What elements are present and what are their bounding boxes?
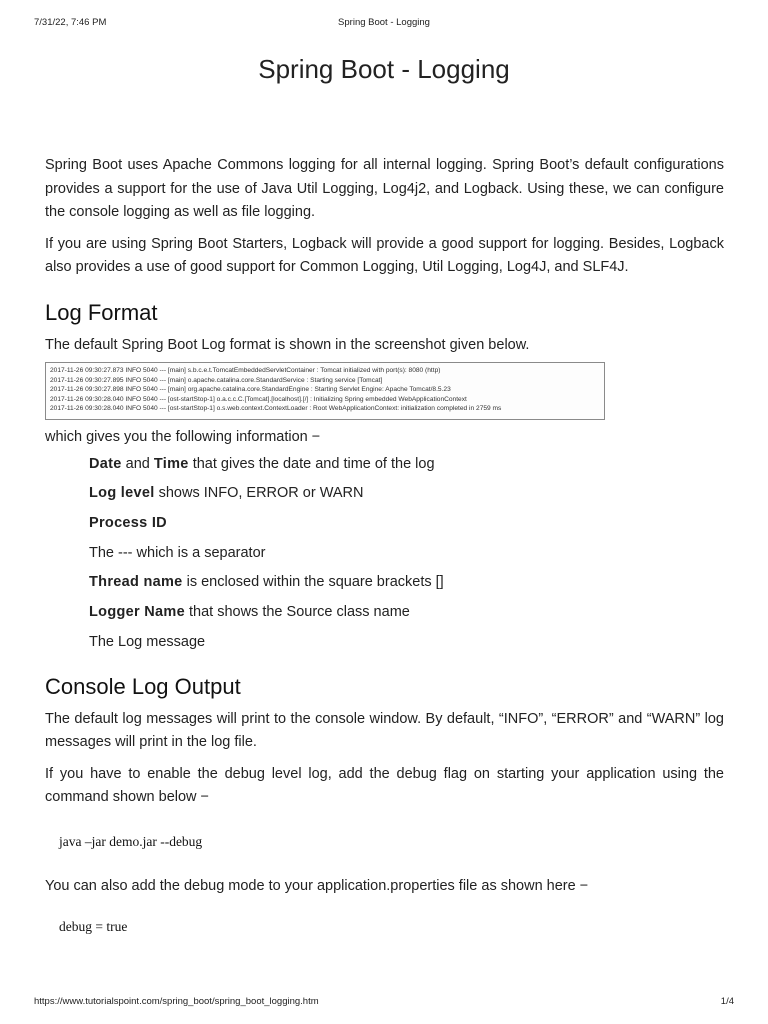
article-content [45, 154, 724, 938]
process-id-label: Process ID [89, 514, 167, 531]
print-footer [34, 996, 734, 1010]
list-item [89, 483, 724, 503]
list-item [89, 543, 724, 563]
print-date: 7/31/22, 7:46 PM [34, 17, 107, 28]
log-info-list [45, 454, 724, 652]
list-item [89, 602, 724, 622]
console-paragraph-2: If you have to enable the debug level log, add the debug flag on starting your application using the command shown below − [45, 765, 724, 806]
list-item [89, 454, 724, 474]
log-line: 2017-11-26 09:30:28.040 INFO 5040 --- [ost-startStop-1] o.s.web.context.ContextLoader : Root WebApplicationContext: initialization completed in 2759 ms [50, 405, 502, 413]
list-item [89, 572, 724, 592]
page-title: Spring Boot - Logging [258, 54, 510, 84]
date-time-description: that gives the date and time of the log [188, 455, 435, 472]
intro-paragraph-1: Spring Boot uses Apache Commons logging for all internal logging. Spring Boot’s default configurations provides a support for the use of Java Util Logging, Log4j2, and Logback. Using these, we can configure the console logging as well as file logging. [45, 157, 724, 220]
date-label: Date [89, 455, 122, 472]
logger-name-description: that shows the Source class name [184, 603, 410, 620]
and-text: and [121, 455, 154, 472]
log-level-description: shows INFO, ERROR or WARN [154, 485, 364, 502]
list-item [89, 513, 724, 533]
list-item [89, 632, 724, 652]
log-line: 2017-11-26 09:30:27.873 INFO 5040 --- [main] s.b.c.e.t.TomcatEmbeddedServletContainer : Tomcat initialized with port(s): 8080 (http) [50, 367, 441, 374]
log-level-label: Log level [89, 485, 155, 502]
thread-name-description: is enclosed within the square brackets [] [182, 574, 444, 591]
log-line: 2017-11-26 09:30:27.895 INFO 5040 --- [main] o.apache.catalina.core.StandardService : Starting service [Tomcat] [50, 376, 383, 384]
print-title: Spring Boot - Logging [338, 17, 430, 28]
debug-property-code: debug = true [59, 918, 128, 934]
intro-paragraph-2: If you are using Spring Boot Starters, Logback will provide a good support for logging. Besides, Logback also provides a use of good support for Common Logging, Util Logging, Log4J, and SLF4J. [45, 235, 724, 275]
log-format-description: The default Spring Boot Log format is shown in the screenshot given below. [45, 336, 530, 353]
print-header [34, 17, 734, 31]
log-format-heading: Log Format [45, 299, 158, 325]
log-format-screenshot [45, 362, 605, 420]
console-paragraph-1: The default log messages will print to the console window. By default, “INFO”, “ERROR” and “WARN” log messages will print in the log file. [45, 710, 724, 751]
page-number: 1/4 [720, 996, 734, 1007]
thread-name-label: Thread name [89, 574, 183, 591]
console-log-heading: Console Log Output [45, 673, 241, 699]
log-line: 2017-11-26 09:30:28.040 INFO 5040 --- [ost-startStop-1] o.a.c.c.C.[Tomcat].[localhost].[/] : Initializing Spring embedded WebApplicationContext [50, 395, 467, 403]
log-message-description: The Log message [89, 633, 206, 650]
separator-description: The --- which is a separator [89, 544, 266, 561]
info-intro: which gives you the following information − [45, 429, 321, 445]
log-line: 2017-11-26 09:30:27.898 INFO 5040 --- [main] org.apache.catalina.core.StandardEngine : Starting Servlet Engine: Apache Tomcat/8.5.23 [50, 386, 451, 394]
page-url: https://www.tutorialspoint.com/spring_boot/spring_boot_logging.htm [34, 996, 319, 1007]
time-label: Time [153, 455, 189, 472]
logger-name-label: Logger Name [89, 603, 185, 620]
console-paragraph-3: You can also add the debug mode to your application.properties file as shown here − [45, 878, 589, 895]
debug-command-code: java –jar demo.jar --debug [59, 833, 203, 849]
